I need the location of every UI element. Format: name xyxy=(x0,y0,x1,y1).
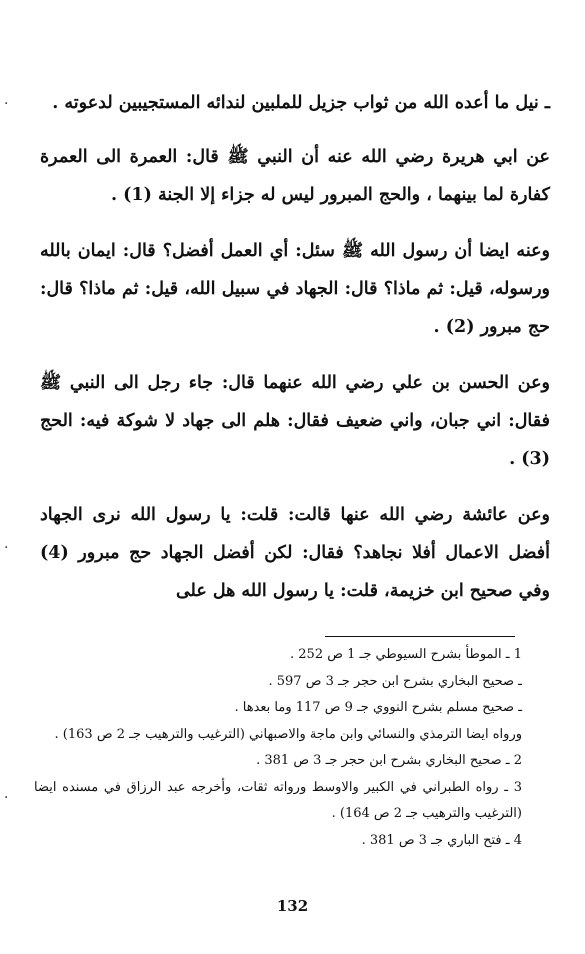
footnote: 3 ـ رواه الطبراني في الكبير والاوسط ورواته ثقات، وأخرجه عبد الرزاق في مسنده ايضا (الترغيب والترهيب جـ 2 ص 164) . xyxy=(34,779,522,821)
footnote: ـ صحيح البخاري بشرح ابن حجر جـ 3 ص 597 . xyxy=(268,673,522,689)
footnote: ورواه ايضا الترمذي والنسائي وابن ماجة والاصبهاني (الترغيب والترهيب جـ 2 ص 163) . xyxy=(54,726,522,742)
footnotes xyxy=(34,642,522,854)
paragraph: وعن الحسن بن علي رضي الله عنهما قال: جاء رجل الى النبي ﷺ فقال: اني جبان، واني ضعيف فقال: هلم الى جهاد لا شوكة فيه: الحج (3) . xyxy=(40,373,550,469)
paragraph: ـ نيل ما أعده الله من ثواب جزيل للملبين لندائه المستجيبين لدعوته . xyxy=(52,93,550,113)
footnote-separator xyxy=(325,636,515,637)
main-text xyxy=(40,84,550,628)
footnote: 1 ـ الموطأ بشرح السيوطي جـ 1 ص 252 . xyxy=(290,647,522,662)
paragraph: عن ابي هريرة رضي الله عنه أن النبي ﷺ قال: العمرة الى العمرة كفارة لما بينهما ، والحج المبرور ليس له جزاء إلا الجنة (1) . xyxy=(40,147,550,205)
paragraph: وعنه ايضا أن رسول الله ﷺ سئل: أي العمل أفضل؟ قال: ايمان بالله ورسوله، قيل: ثم ماذا؟ قال: الجهاد في سبيل الله، قيل: ثم ماذا؟ قال: حج مبرور (2) . xyxy=(40,241,550,337)
paragraph: وعن عائشة رضي الله عنها قالت: قلت: يا رسول الله نرى الجهاد أفضل الاعمال أفلا نجاهد؟ فقال: لكن أفضل الجهاد حج مبرور (4) وفي صحيح ابن خزيمة، قلت: يا رسول الله هل على xyxy=(40,505,550,601)
page-number: 132 xyxy=(276,897,309,915)
footnote: 2 ـ صحيح البخاري بشرح ابن حجر جـ 3 ص 381 . xyxy=(256,753,522,768)
footnote: 4 ـ فتح الباري جـ 3 ص 381 . xyxy=(361,832,522,848)
footnote: ـ صحيح مسلم بشرح النووي جـ 9 ص 117 وما بعدها . xyxy=(234,700,522,715)
margin-mark: · xyxy=(4,540,9,556)
margin-mark: · xyxy=(4,790,9,806)
margin-mark: · xyxy=(4,96,9,112)
